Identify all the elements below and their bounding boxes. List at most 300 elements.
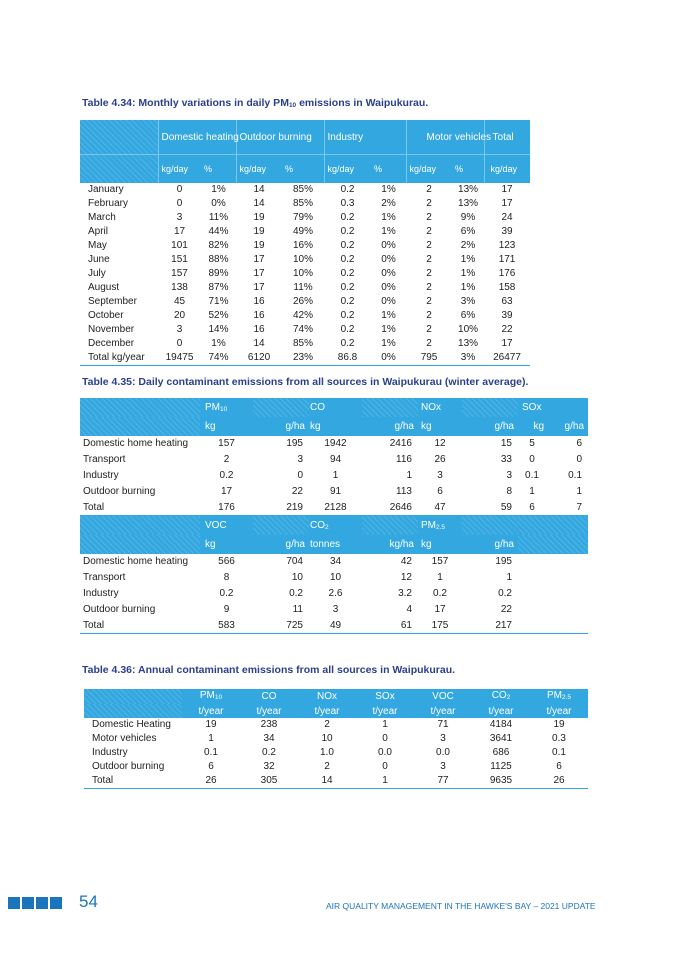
table-cell: 15 xyxy=(500,438,512,450)
row-label: January xyxy=(88,184,124,195)
table-cell: 87% xyxy=(208,282,229,293)
table-cell: 17 xyxy=(501,198,513,209)
table-cell: 89% xyxy=(208,268,229,279)
table-cell: 6120 xyxy=(236,351,282,366)
row-label: April xyxy=(88,226,109,237)
table-cell: 5 xyxy=(529,438,535,450)
table-cell: 22 xyxy=(500,603,512,615)
table-row xyxy=(80,281,530,295)
row-label: Industry xyxy=(83,469,119,481)
table-cell: 13% xyxy=(458,338,479,349)
table-cell: 1% xyxy=(381,212,396,223)
table-cell: 14% xyxy=(208,324,229,335)
table-cell: 19475 xyxy=(158,351,201,366)
table-cell: 0.1 xyxy=(568,469,583,481)
group-header-total: Total xyxy=(484,120,530,155)
table-cell: 2 xyxy=(426,338,432,349)
table-cell: 2128 xyxy=(309,499,362,515)
table-cell: 0.0 xyxy=(378,747,392,758)
table-cell: 26% xyxy=(293,296,314,307)
group-header-domestic-heating: Domestic heating xyxy=(158,120,236,155)
table-cell: 583 xyxy=(200,617,253,633)
page-number: 54 xyxy=(79,892,98,911)
table-cell: 9635 xyxy=(472,774,530,789)
table-row xyxy=(84,732,588,746)
unit-header: t/year xyxy=(240,704,298,718)
table-cell: 2 xyxy=(426,296,432,307)
sub-header: % xyxy=(201,155,236,184)
table-cell: 2 xyxy=(426,254,432,265)
table-cell: 23% xyxy=(282,351,324,366)
table-cell: 74% xyxy=(201,351,236,366)
table-cell: 0.2 xyxy=(262,747,276,758)
table-cell: 10 xyxy=(329,572,342,584)
table-cell: 8 xyxy=(223,572,230,584)
unit-header: t/year xyxy=(182,704,240,718)
table-cell: 1 xyxy=(208,733,214,744)
group-header-nox: NOx xyxy=(418,398,462,417)
table-cell: 16 xyxy=(253,296,265,307)
table-cell: 19 xyxy=(253,212,265,223)
table-cell: 2% xyxy=(460,240,476,251)
table-cell: 1% xyxy=(381,226,396,237)
table-cell: 42 xyxy=(400,556,412,568)
table-row xyxy=(84,760,588,774)
table-cell: 45 xyxy=(173,296,186,307)
table-cell: 1% xyxy=(381,324,396,335)
table-cell: 0.2 xyxy=(340,268,355,279)
row-label: October xyxy=(88,310,124,321)
table-cell: 2 xyxy=(426,226,432,237)
table-row xyxy=(80,452,588,468)
table-cell: 1% xyxy=(460,268,476,279)
table-cell: 3 xyxy=(440,761,446,772)
table-cell: 32 xyxy=(263,761,275,772)
table-4-34 xyxy=(80,120,530,366)
table-cell: 0.2 xyxy=(289,587,303,599)
table-cell: 11 xyxy=(292,603,303,615)
table-cell: 1% xyxy=(460,254,476,265)
table-cell: 14 xyxy=(298,774,356,789)
table-row xyxy=(80,295,530,309)
table-cell: 0.3 xyxy=(552,733,566,744)
table-cell: 238 xyxy=(260,719,278,730)
table-cell: 2 xyxy=(223,454,230,466)
header-corner xyxy=(84,689,182,704)
table-cell: 42% xyxy=(293,310,314,321)
table-cell: 123 xyxy=(498,240,516,251)
row-label: Outdoor burning xyxy=(83,603,156,615)
row-label: Industry xyxy=(92,747,128,758)
table-cell: 3 xyxy=(437,469,443,481)
table-cell: 0.1 xyxy=(204,747,218,758)
unit-header: t/year xyxy=(472,704,530,718)
table-cell: 0 xyxy=(176,338,183,349)
table-cell: 39 xyxy=(501,226,513,237)
table-cell: 1% xyxy=(211,338,226,349)
table-cell: 17 xyxy=(220,485,233,497)
table-cell: 6 xyxy=(208,761,214,772)
column-header-voc: VOC xyxy=(414,689,472,704)
table-cell: 116 xyxy=(396,454,412,466)
table-cell: 6 xyxy=(556,761,562,772)
table-cell: 19 xyxy=(253,226,265,237)
table-cell: 0.1 xyxy=(525,469,539,481)
row-label: Industry xyxy=(83,587,119,599)
table-cell: 39 xyxy=(501,310,513,321)
table-cell: 16 xyxy=(253,324,265,335)
group-header-sox: SOx xyxy=(518,398,588,417)
table-cell: 4184 xyxy=(489,719,513,730)
header-corner xyxy=(80,120,158,155)
table-cell: 17 xyxy=(173,226,186,237)
table-cell: 10% xyxy=(293,268,314,279)
table-cell: 12 xyxy=(434,438,446,450)
sub-header: kg/day xyxy=(406,155,452,184)
table-cell: 0 xyxy=(529,454,535,466)
table-cell: 0% xyxy=(381,282,396,293)
group-header-industry: Industry xyxy=(324,120,406,155)
table-cell: 0.2 xyxy=(340,324,355,335)
unit-header: g/ha xyxy=(462,417,518,436)
table-cell: 0.1 xyxy=(552,747,566,758)
table-cell: 686 xyxy=(492,747,510,758)
table-cell: 101 xyxy=(171,240,188,251)
row-label: November xyxy=(88,324,135,335)
column-header-sox: SOx xyxy=(356,689,414,704)
table-cell: 26 xyxy=(434,454,446,466)
table-row xyxy=(80,211,530,225)
column-header-pm10: $PM_{10}$ xyxy=(182,689,240,704)
table-cell: 11% xyxy=(293,282,313,293)
unit-header: g/ha xyxy=(253,417,309,436)
header-corner-sub xyxy=(80,155,158,184)
table-cell: 176 xyxy=(200,499,253,515)
table-cell: 1 xyxy=(332,469,339,481)
table-cell: 44% xyxy=(208,226,229,237)
table-cell: 16 xyxy=(253,310,265,321)
row-label: Total xyxy=(80,617,200,633)
table-cell: 0% xyxy=(371,351,406,366)
unit-header: tonnes xyxy=(309,535,362,554)
table-row xyxy=(80,601,588,617)
row-label: Domestic home heating xyxy=(83,556,189,568)
table-cell: 0.2 xyxy=(340,226,355,237)
table-cell: 49 xyxy=(309,617,362,633)
row-label: Domestic Heating xyxy=(92,719,171,730)
table-cell: 175 xyxy=(418,617,462,633)
table-cell: 2.6 xyxy=(328,587,343,599)
table-cell: 0.2 xyxy=(340,240,355,251)
table-cell: 0.2 xyxy=(219,587,234,599)
table-cell: 1% xyxy=(381,184,396,195)
table-cell: 63 xyxy=(501,296,513,307)
table-cell: 1% xyxy=(381,310,396,321)
table-cell: 157 xyxy=(171,268,188,279)
table-cell: 0% xyxy=(381,254,396,265)
table-4-34-caption: Table 4.34: Monthly variations in daily $PM_{10}$ emissions in Waipukurau. xyxy=(82,97,429,109)
table-row xyxy=(80,337,530,351)
table-cell: 0 xyxy=(382,733,388,744)
table-cell: 74% xyxy=(293,324,314,335)
table-cell: 113 xyxy=(396,485,412,497)
table-cell: 6 xyxy=(576,438,583,450)
unit-header: kg/ha xyxy=(362,535,418,554)
table-4-35 xyxy=(80,398,588,634)
sub-header: kg/day xyxy=(236,155,282,184)
table-row xyxy=(80,617,588,633)
table-cell: 20 xyxy=(173,310,186,321)
table-cell: 0.2 xyxy=(340,212,355,223)
table-cell: 0.2 xyxy=(340,282,355,293)
table-cell: 91 xyxy=(329,485,342,497)
group-header-pm10: $PM_{10}$ xyxy=(200,398,253,417)
unit-header: kg xyxy=(200,535,253,554)
footer-title: AIR QUALITY MANAGEMENT IN THE HAWKE'S BAY – 2021 UPDATE xyxy=(326,901,596,911)
table-cell: 2 xyxy=(426,198,432,209)
table-cell: 0.2 xyxy=(340,338,355,349)
row-label: May xyxy=(88,240,107,251)
table-cell: 6 xyxy=(518,499,546,515)
table-cell: 0.2 xyxy=(219,469,234,481)
table-cell: 2 xyxy=(426,324,432,335)
table-row xyxy=(84,718,588,732)
table-cell: 0.2 xyxy=(433,587,447,599)
table-cell: 3 xyxy=(176,212,183,223)
table-cell: 2 xyxy=(426,184,432,195)
row-label: March xyxy=(88,212,116,223)
table-cell: 85% xyxy=(293,184,314,195)
table-row xyxy=(80,197,530,211)
row-label: August xyxy=(88,282,120,293)
table-row xyxy=(80,570,588,586)
table-cell: 16% xyxy=(293,240,314,251)
sub-header: % xyxy=(371,155,406,184)
table-cell: 0.2 xyxy=(340,184,355,195)
table-cell: 2 xyxy=(426,282,432,293)
unit-header: kg xyxy=(309,417,362,436)
table-cell: 3% xyxy=(460,296,476,307)
table-cell: 33 xyxy=(500,454,512,466)
table-cell: 22 xyxy=(291,485,303,497)
unit-header: kg xyxy=(418,535,462,554)
table-row xyxy=(80,225,530,239)
table-cell: 88% xyxy=(208,254,229,265)
unit-header: g/ha xyxy=(546,417,588,436)
table-row xyxy=(80,351,530,366)
table-cell: 17 xyxy=(501,184,513,195)
table-cell: 77 xyxy=(414,774,472,789)
table-cell: 176 xyxy=(498,268,516,279)
table-cell: 305 xyxy=(240,774,298,789)
column-header-co2: $CO_2$ xyxy=(472,689,530,704)
row-label: Domestic home heating xyxy=(83,438,189,450)
table-row xyxy=(80,586,588,602)
table-cell: 0 xyxy=(382,761,388,772)
table-cell: 2 xyxy=(324,719,330,730)
table-cell: 0.2 xyxy=(498,587,512,599)
table-row xyxy=(80,239,530,253)
table-cell: 195 xyxy=(495,556,512,568)
table-cell: 0 xyxy=(576,454,583,466)
row-label: Total xyxy=(80,499,200,515)
unit-header: g/ha xyxy=(253,535,309,554)
table-cell: 1% xyxy=(211,184,226,195)
sub-header: % xyxy=(282,155,324,184)
table-cell: 10 xyxy=(291,572,303,584)
table-cell: 79% xyxy=(293,212,314,223)
table-cell: 85% xyxy=(293,198,314,209)
table-row xyxy=(80,323,530,337)
unit-header: t/year xyxy=(298,704,356,718)
unit-header: kg xyxy=(418,417,462,436)
row-label: Transport xyxy=(83,572,126,584)
table-cell: 13% xyxy=(458,184,479,195)
table-cell: 0 xyxy=(176,198,183,209)
column-header-co: CO xyxy=(240,689,298,704)
table-cell: 7 xyxy=(546,499,588,515)
row-label: Outdoor burning xyxy=(92,761,165,772)
table-cell: 19 xyxy=(253,240,265,251)
table-cell: 9% xyxy=(460,212,476,223)
table-cell: 17 xyxy=(434,603,446,615)
unit-header: t/year xyxy=(356,704,414,718)
table-cell: 9 xyxy=(223,603,230,615)
table-cell: 3% xyxy=(452,351,484,366)
table-cell: 158 xyxy=(498,282,516,293)
table-cell: 14 xyxy=(253,198,265,209)
table-cell: 94 xyxy=(329,454,342,466)
table-cell: 34 xyxy=(329,556,342,568)
unit-header: t/year xyxy=(414,704,472,718)
table-cell: 2% xyxy=(381,198,396,209)
table-cell: 1 xyxy=(382,719,388,730)
table-cell: 12 xyxy=(400,572,412,584)
table-cell: 171 xyxy=(498,254,516,265)
table-cell: 0% xyxy=(381,296,396,307)
table-cell: 17 xyxy=(253,282,265,293)
table-cell: 0% xyxy=(381,240,396,251)
table-cell: 195 xyxy=(286,438,303,450)
table-cell: 19 xyxy=(205,719,217,730)
row-label: Motor vehicles xyxy=(92,733,157,744)
table-row xyxy=(80,183,530,197)
table-cell: 157 xyxy=(431,556,449,568)
table-row xyxy=(84,746,588,760)
table-cell: 219 xyxy=(253,499,309,515)
table-cell: 1.0 xyxy=(320,747,334,758)
table-cell: 17 xyxy=(253,268,265,279)
table-cell: 6% xyxy=(460,226,476,237)
table-row xyxy=(80,253,530,267)
table-cell: 4 xyxy=(406,603,412,615)
table-cell: 1 xyxy=(406,469,412,481)
table-cell: 3 xyxy=(506,469,512,481)
table-cell: 138 xyxy=(171,282,188,293)
group-header-motor-vehicles: Motor vehicles xyxy=(406,120,484,155)
table-cell: 3 xyxy=(440,733,446,744)
sub-header: kg/day xyxy=(324,155,371,184)
unit-header: kg xyxy=(200,417,253,436)
table-cell: 1942 xyxy=(324,438,347,450)
table-cell: 795 xyxy=(406,351,452,366)
header-corner xyxy=(80,515,200,535)
table-cell: 0% xyxy=(211,198,226,209)
table-cell: 704 xyxy=(286,556,303,568)
unit-header: t/year xyxy=(530,704,588,718)
table-cell: 0.2 xyxy=(340,296,355,307)
table-cell: 82% xyxy=(208,240,229,251)
table-cell: 10 xyxy=(321,733,333,744)
table-cell: 61 xyxy=(362,617,418,633)
table-cell: 1 xyxy=(576,485,583,497)
table-cell: 11% xyxy=(208,212,229,223)
row-label: February xyxy=(88,198,129,209)
unit-header: g/ha xyxy=(362,417,418,436)
table-cell: 3641 xyxy=(489,733,513,744)
table-cell: 85% xyxy=(293,338,314,349)
table-cell: 3 xyxy=(332,603,339,615)
table-4-35-caption: Table 4.35: Daily contaminant emissions from all sources in Waipukurau (winter average). xyxy=(82,376,529,388)
table-cell: 0 xyxy=(176,184,183,195)
row-label: Transport xyxy=(83,454,126,466)
group-header-pm25: $PM_{2.5}$ xyxy=(418,515,462,535)
table-cell: 3 xyxy=(176,324,183,335)
table-cell: 10% xyxy=(293,254,314,265)
table-cell: 151 xyxy=(171,254,188,265)
table-cell: 6% xyxy=(460,310,476,321)
table-cell: 19 xyxy=(553,719,565,730)
table-cell: 34 xyxy=(263,733,275,744)
table-cell: 3.2 xyxy=(398,587,412,599)
table-cell: 47 xyxy=(418,499,462,515)
sub-header: kg/day xyxy=(158,155,201,184)
group-header-voc: VOC xyxy=(200,515,253,535)
table-row xyxy=(80,483,588,499)
table-cell: 71% xyxy=(208,296,229,307)
unit-header: g/ha xyxy=(462,535,518,554)
table-cell: 71 xyxy=(437,719,449,730)
table-row xyxy=(80,468,588,484)
row-label: Total xyxy=(84,774,182,789)
group-header-co2: $CO_2$ xyxy=(309,515,362,535)
table-cell: 725 xyxy=(253,617,309,633)
table-cell: 1% xyxy=(381,338,396,349)
table-row xyxy=(80,554,588,570)
table-cell: 86.8 xyxy=(324,351,371,366)
table-cell: 0.3 xyxy=(340,198,355,209)
table-cell: 1125 xyxy=(490,761,512,772)
table-cell: 17 xyxy=(501,338,513,349)
row-label: Outdoor burning xyxy=(83,485,156,497)
unit-header: kg xyxy=(518,417,546,436)
table-cell: 1 xyxy=(506,572,512,584)
table-cell: 0.2 xyxy=(340,254,355,265)
group-header-co: CO xyxy=(309,398,362,417)
table-cell: 52% xyxy=(208,310,229,321)
table-cell: 8 xyxy=(506,485,512,497)
table-cell: 566 xyxy=(218,556,235,568)
table-cell: 0.2 xyxy=(340,310,355,321)
group-header-outdoor-burning: Outdoor burning xyxy=(236,120,324,155)
table-cell: 26477 xyxy=(484,351,530,366)
table-cell: 2 xyxy=(426,310,432,321)
table-cell: 2646 xyxy=(362,499,418,515)
table-cell: 157 xyxy=(218,438,235,450)
footer-decoration xyxy=(8,896,64,914)
column-header-pm25: $PM_{2.5}$ xyxy=(530,689,588,704)
table-cell: 26 xyxy=(182,774,240,789)
